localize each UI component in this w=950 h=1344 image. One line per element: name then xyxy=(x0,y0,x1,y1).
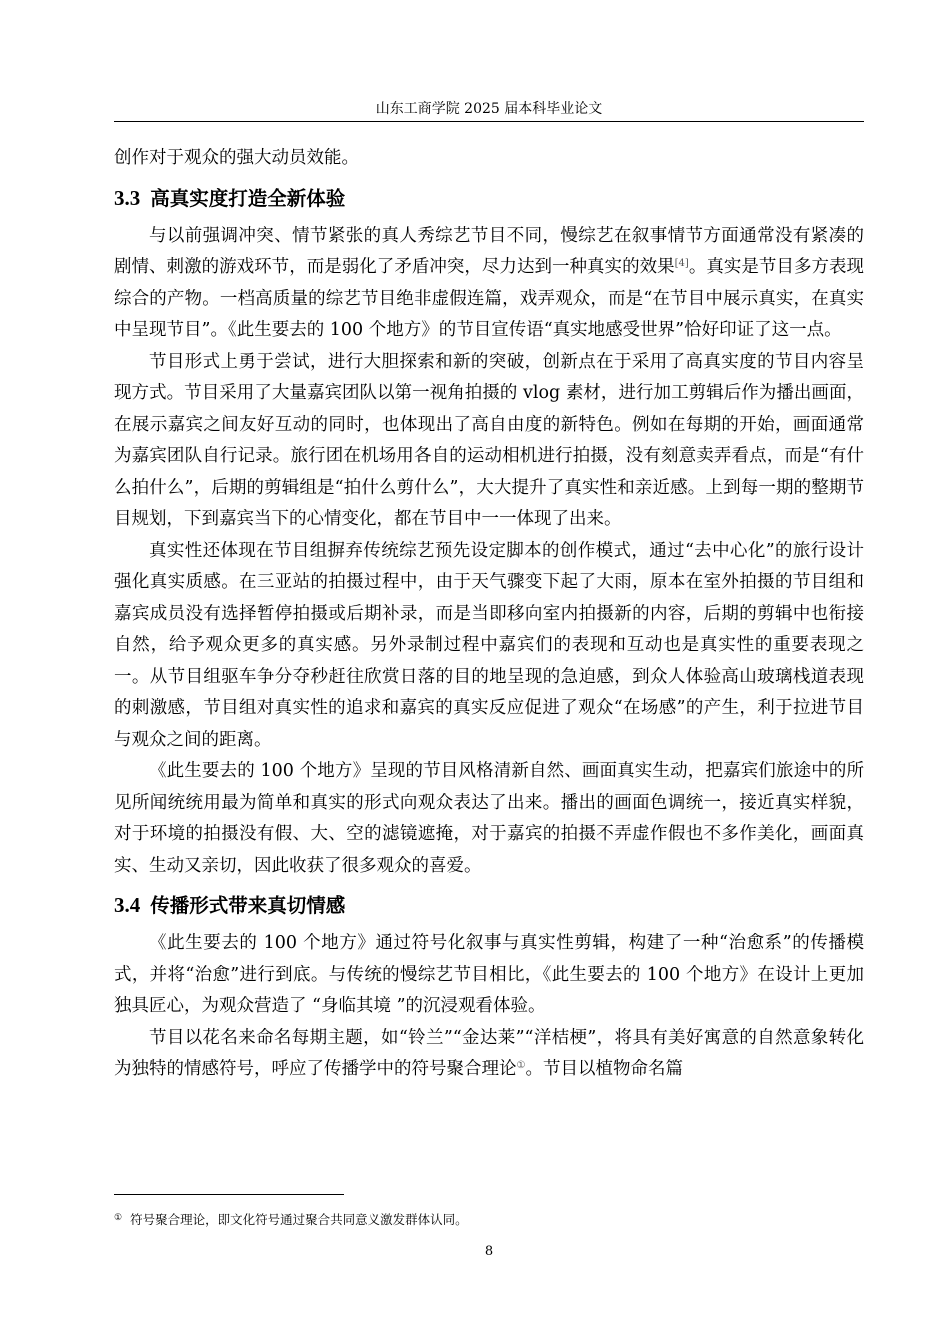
footnote-ref: ① xyxy=(516,1060,526,1071)
section-heading-3-3 xyxy=(114,183,864,214)
page-number: 8 xyxy=(484,1244,494,1259)
section-number: 3.4 xyxy=(114,893,141,917)
paragraph xyxy=(114,221,864,347)
section-title: 高真实度打造全新体验 xyxy=(150,186,346,210)
footnote-mark: ① xyxy=(114,1213,123,1223)
page-body xyxy=(114,143,864,1086)
paragraph xyxy=(114,1023,864,1086)
header-rule xyxy=(114,121,864,122)
paragraph: 真实性还体现在节目组摒弃传统综艺预先设定脚本的创作模式，通过“去中心化”的旅行设计强化真实质感。在三亚站的拍摄过程中，由于天气骤变下起了大雨，原本在室外拍摄的节目组和嘉宾成员没有选择暂停拍摄或后期补录，而是当即移向室内拍摄新的内容，后期的剪辑中也衔接自然，给予观众更多的真实感。另外录制过程中嘉宾们的表现和互动也是真实性的重要表现之一。从节目组驱车争分夺秒赶往欣赏日落的目的地呈现的急迫感，到众人体验高山玻璃栈道表现的刺激感，节目组对真实性的追求和嘉宾的真实反应促进了观众“在场感”的产生，利于拉进节目与观众之间的距离。 xyxy=(114,540,864,750)
paragraph: 《此生要去的 100 个地方》通过符号化叙事与真实性剪辑，构建了一种“治愈系”的传播模式，并将“治愈”进行到底。与传统的慢综艺节目相比，《此生要去的 100 个地方》在设计上更加独具匠心，为观众营造了 “身临其境 ”的沉浸观看体验。 xyxy=(114,933,864,1016)
footnote-rule xyxy=(114,1194,344,1195)
section-number: 3.3 xyxy=(114,185,141,210)
paragraph-text: 节目以花名来命名每期主题，如“铃兰”“金达莱”“洋桔梗”，将具有美好寓意的自然意象转化为独特的情感符号，呼应了传播学中的符号聚合理论 xyxy=(114,1027,864,1079)
paragraph: 《此生要去的 100 个地方》呈现的节目风格清新自然、画面真实生动，把嘉宾们旅途中的所见所闻统统用最为简单和真实的形式向观众表达了出来。播出的画面色调统一，接近真实样貌，对于环境的拍摄没有假、大、空的滤镜遮掩，对于嘉宾的拍摄不弄虚作假也不多作美化，画面真实、生动又亲切，因此收获了很多观众的喜爱。 xyxy=(114,761,864,876)
running-header: 山东工商学院 2025 届本科毕业论文 xyxy=(375,101,603,117)
footnote-text: 符号聚合理论，即文化符号通过聚合共同意义激发群体认同。 xyxy=(130,1212,468,1227)
section-title: 传播形式带来真切情感 xyxy=(150,894,346,917)
paragraph: 节目形式上勇于尝试，进行大胆探索和新的突破，创新点在于采用了高真实度的节目内容呈现方式。节目采用了大量嘉宾团队以第一视角拍摄的 vlog 素材，进行加工剪辑后作为播出画面，在展示嘉宾之间友好互动的同时，也体现出了高自由度的新特色。例如在每期的开始，画面通常为嘉宾团队自行记录。旅行团在机场用各自的运动相机进行拍摄，没有刻意卖弄看点，而是“有什么拍什么”，后期的剪辑组是“拍什么剪什么”，大大提升了真实性和亲近感。上到每一期的整期节目规划，下到嘉宾当下的心情变化，都在节目中一一体现了出来。 xyxy=(114,351,864,529)
paragraph-text: 与以前强调冲突、情节紧张的真人秀综艺节目不同，慢综艺在叙事情节方面通常没有紧凑的剧情、刺激的游戏环节，而是弱化了矛盾冲突，尽力达到一种真实的效果 xyxy=(114,225,864,277)
footnote xyxy=(114,1209,864,1229)
section-heading-3-4 xyxy=(114,890,864,921)
paragraph-text: 。真实是节目多方表现综合的产物。一档高质量的综艺节目绝非虚假连篇，戏弄观众，而是“在节目中展示真实，在真实中呈现节目”。《此生要去的 100 个地方》的节目宣传语“真实地感受世界”恰好印证了这一点。 xyxy=(114,257,865,340)
citation-ref: [4] xyxy=(674,258,689,269)
paragraph-text: 。节目以植物命名篇 xyxy=(525,1059,683,1079)
continuation-paragraph: 创作对于观众的强大动员效能。 xyxy=(114,148,359,168)
